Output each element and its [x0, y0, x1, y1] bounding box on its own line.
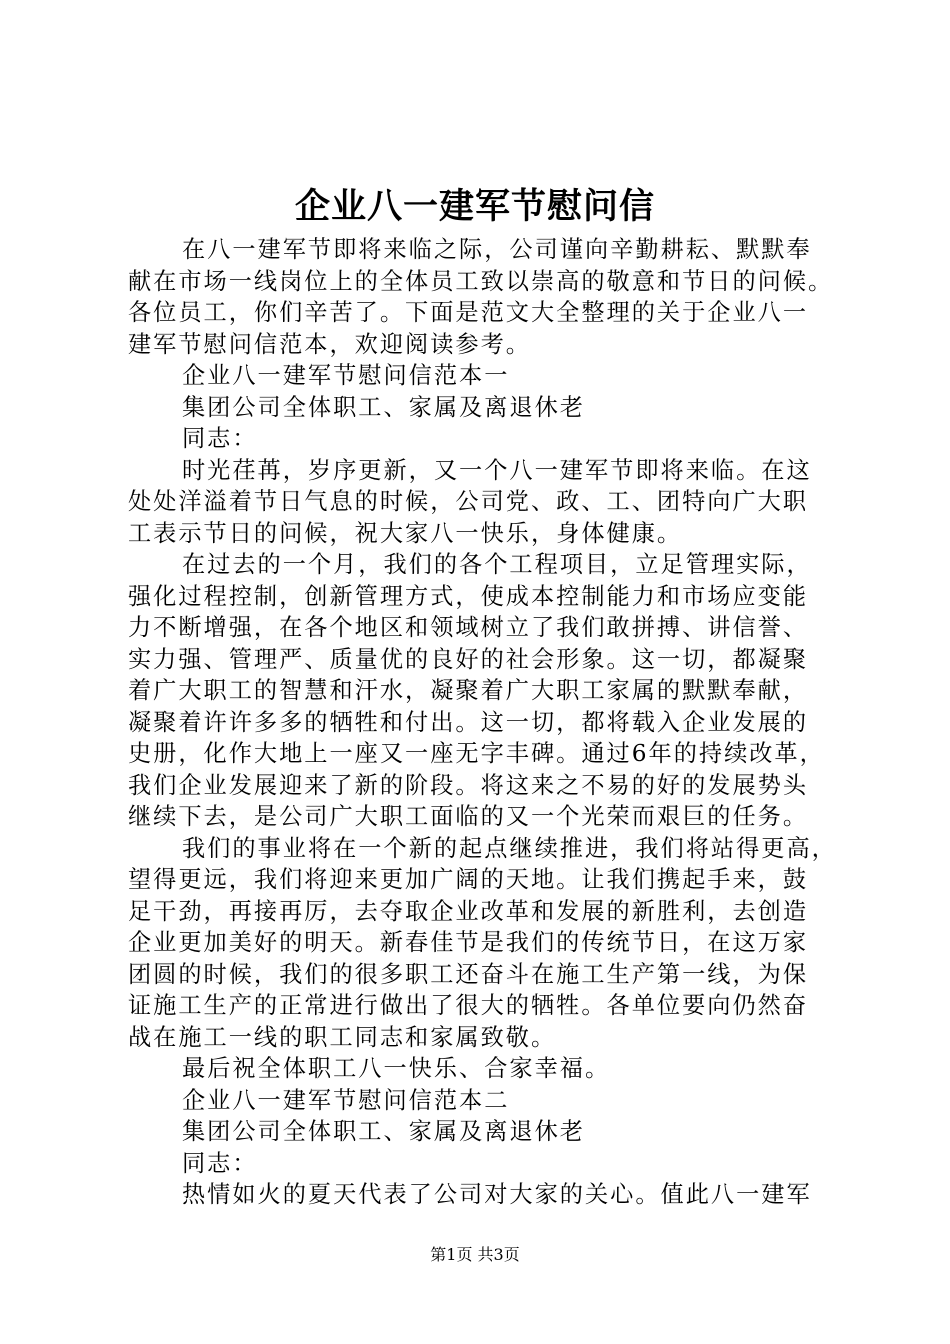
- body-line: 企业八一建军节慰问信范本一: [182, 362, 510, 389]
- body-line: 同志：: [182, 1149, 258, 1177]
- body-line: 工表示节日的问候，祝大家八一快乐，身体健康。: [128, 519, 683, 547]
- body-line: 时光荏苒，岁序更新，又一个八一建军节即将来临。在这: [182, 456, 812, 484]
- body-line: 企业更加美好的明天。新春佳节是我们的传统节日，在这万家: [128, 929, 809, 956]
- body-line: 望得更远，我们将迎来更加广阔的天地。让我们携起手来，鼓: [128, 866, 809, 893]
- body-line: 各位员工，你们辛苦了。下面是范文大全整理的关于企业八一: [128, 299, 809, 326]
- body-line: 史册，化作大地上一座又一座无字丰碑。通过6年的持续改革，: [128, 740, 825, 767]
- body-line: 强化过程控制，创新管理方式，使成本控制能力和市场应变能: [128, 582, 809, 610]
- body-line: 我们企业发展迎来了新的阶段。将这来之不易的好的发展势头: [128, 771, 809, 799]
- body-line: 在八一建军节即将来临之际，公司谨向辛勤耕耘、默默奉: [182, 236, 812, 263]
- body-line: 力不断增强，在各个地区和领域树立了我们敢拼搏、讲信誉、: [128, 614, 809, 641]
- body-line: 战在施工一线的职工同志和家属致敬。: [128, 1023, 557, 1051]
- body-line: 凝聚着许许多多的牺牲和付出。这一切，都将载入企业发展的: [128, 708, 809, 736]
- body-line: 热情如火的夏天代表了公司对大家的关心。值此八一建军: [182, 1181, 812, 1208]
- body-line: 足干劲，再接再厉，去夺取企业改革和发展的新胜利，去创造: [128, 897, 809, 925]
- body-line: 同志：: [182, 425, 258, 452]
- body-line: 证施工生产的正常进行做出了很大的牺牲。各单位要向仍然奋: [128, 992, 809, 1019]
- body-line: 在过去的一个月，我们的各个工程项目，立足管理实际，: [182, 551, 812, 578]
- body-line: 继续下去，是公司广大职工面临的又一个光荣而艰巨的任务。: [128, 803, 809, 830]
- body-line: 最后祝全体职工八一快乐、合家幸福。: [182, 1055, 611, 1082]
- body-line: 建军节慰问信范本，欢迎阅读参考。: [128, 330, 531, 358]
- body-line: 处处洋溢着节日气息的时候，公司党、政、工、团特向广大职: [128, 488, 809, 515]
- body-line: 着广大职工的智慧和汗水，凝聚着广大职工家属的默默奉献，: [128, 677, 809, 704]
- body-line: 集团公司全体职工、家属及离退休老: [182, 393, 585, 421]
- document-body: [128, 234, 848, 1211]
- body-line: 献在市场一线岗位上的全体员工致以崇高的敬意和节日的问候。: [128, 267, 834, 295]
- body-line: 团圆的时候，我们的很多职工还奋斗在施工生产第一线，为保: [128, 960, 809, 988]
- body-line: 实力强、管理严、质量优的良好的社会形象。这一切，都凝聚: [128, 645, 809, 673]
- body-line: 集团公司全体职工、家属及离退休老: [182, 1118, 585, 1145]
- body-line: 企业八一建军节慰问信范本二: [182, 1086, 510, 1114]
- page-footer: 第1页 共3页: [430, 1245, 520, 1264]
- body-line: 我们的事业将在一个新的起点继续推进，我们将站得更高，: [182, 834, 837, 862]
- document-title: 企业八一建军节慰问信: [294, 186, 655, 227]
